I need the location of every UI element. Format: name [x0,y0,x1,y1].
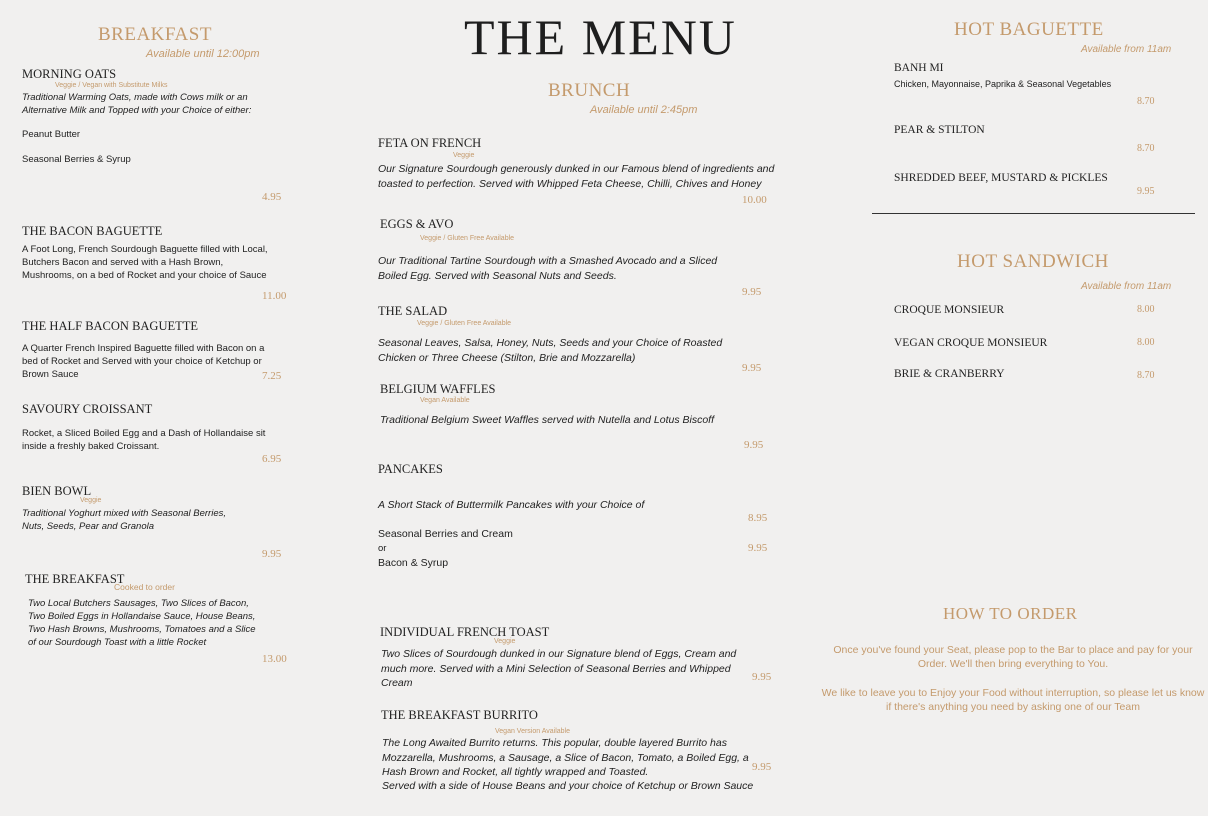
section-divider [872,213,1195,214]
item-banh-mi-description: Chicken, Mayonnaise, Paprika & Seasonal Vegetables [894,79,1112,89]
item-vegan-croque-price: 8.00 [1137,337,1155,348]
item-pancakes-price: 8.95 [748,512,768,524]
item-half-bacon-baguette-name: THE HALF BACON BAGUETTE [22,319,199,333]
item-belgium-waffles-name: BELGIUM WAFFLES [380,382,496,396]
item-feta-on-french-description: Our Signature Sourdough generously dunked in our Famous blend of ingredients and toasted to perfection. Served with Whipped Feta Cheese, Chilli, Chives and Honey [378,163,775,190]
hot-sandwich-availability: Available from 11am [1081,281,1172,292]
item-croque-monsieur-name: CROQUE MONSIEUR [894,304,1005,316]
item-brie-cranberry-name: BRIE & CRANBERRY [894,368,1005,380]
item-french-toast-description: Two Slices of Sourdough dunked in our Signature blend of Eggs, Cream and much more. Served with a Mini Selection of Seasonal Berries and Whipped Cream [381,648,737,689]
breakfast-availability: Available until 12:00pm [146,48,260,60]
item-pear-stilton-price: 8.70 [1137,143,1155,154]
item-the-salad-description: Seasonal Leaves, Salsa, Honey, Nuts, Seeds and your Choice of Roasted Chicken or Three Cheese (Stilton, Brie and Mozzarella) [378,337,723,364]
item-the-breakfast-price: 13.00 [262,653,287,665]
item-croque-monsieur-price: 8.00 [1137,304,1155,315]
item-bien-bowl-name: BIEN BOWL [22,484,92,498]
item-pear-stilton-name: PEAR & STILTON [894,124,985,136]
item-bien-bowl-tag: Veggie [80,497,102,504]
item-brie-cranberry-price: 8.70 [1137,370,1155,381]
item-eggs-avo-price: 9.95 [742,286,762,298]
item-the-salad-tag: Veggie / Gluten Free Available [417,320,512,327]
item-half-bacon-baguette-price: 7.25 [262,370,282,382]
item-bien-bowl-price: 9.95 [262,548,282,560]
item-banh-mi-price: 8.70 [1137,96,1155,107]
item-eggs-avo-name: EGGS & AVO [380,217,454,231]
item-banh-mi-name: BANH MI [894,62,944,74]
item-morning-oats-description: Traditional Warming Oats, made with Cows milk or an Alternative Milk and Topped with your Choice of either: [22,92,252,116]
item-breakfast-burrito-name: THE BREAKFAST BURRITO [381,708,538,722]
hot-baguette-availability: Available from 11am [1081,44,1172,55]
item-savoury-croissant-price: 6.95 [262,453,282,465]
item-morning-oats-price: 4.95 [262,191,282,203]
item-shredded-beef-name: SHREDDED BEEF, MUSTARD & PICKLES [894,172,1108,184]
item-pancakes-option: Seasonal Berries and Cream [378,528,513,540]
item-bacon-baguette-description: A Foot Long, French Sourdough Baguette filled with Local, Butchers Bacon and served with a Hash Brown, Mushrooms, on a bed of Rocket and your choice of Sauce [22,244,268,281]
item-breakfast-burrito-tag: Vegan Version Available [495,728,570,735]
item-belgium-waffles-price: 9.95 [744,439,764,451]
item-half-bacon-baguette-description: A Quarter French Inspired Baguette filled with Bacon on a bed of Rocket and Served with your choice of Ketchup or Brown Sauce [22,343,265,380]
item-french-toast-tag: Veggie [494,638,516,645]
item-savoury-croissant-name: SAVOURY CROISSANT [22,402,153,416]
item-the-salad-name: THE SALAD [378,304,448,318]
item-eggs-avo-tag: Veggie / Gluten Free Available [420,235,515,242]
item-belgium-waffles-tag: Vegan Available [420,397,470,404]
item-pancakes-description: A Short Stack of Buttermilk Pancakes with your Choice of [378,499,645,511]
item-pancakes-name: PANCAKES [378,462,443,476]
item-feta-on-french-name: FETA ON FRENCH [378,136,482,150]
item-bien-bowl-description: Traditional Yoghurt mixed with Seasonal Berries, Nuts, Seeds, Pear and Granola [22,508,227,532]
item-morning-oats-tag: Veggie / Vegan with Substitute Milks [55,82,168,89]
item-feta-on-french-price: 10.00 [742,194,767,206]
item-shredded-beef-price: 9.95 [1137,186,1155,197]
item-the-salad-price: 9.95 [742,362,762,374]
item-breakfast-burrito-description: The Long Awaited Burrito returns. This popular, double layered Burrito has Mozzarella, Mushrooms, a Sausage, a Slice of Bacon, Tomato, a Boiled Egg, a Hash Brown and Rocket, all tightly wrapped and Toasted. [382,737,749,778]
item-bacon-baguette-price: 11.00 [262,290,287,302]
page-title: THE MENU [464,9,737,65]
item-morning-oats-option: Seasonal Berries & Syrup [22,154,131,165]
item-breakfast-burrito-price: 9.95 [752,761,772,773]
item-bacon-baguette-name: THE BACON BAGUETTE [22,224,163,238]
item-the-breakfast-name: THE BREAKFAST [25,572,125,586]
item-morning-oats-option: Peanut Butter [22,129,81,140]
breakfast-heading: BREAKFAST [98,24,212,45]
item-breakfast-burrito-description: Served with a side of House Beans and your choice of Ketchup or Brown Sauce [382,780,754,792]
item-savoury-croissant-description: Rocket, a Sliced Boiled Egg and a Dash of Hollandaise sit inside a freshly baked Croissant. [22,428,266,452]
item-french-toast-price: 9.95 [752,671,772,683]
brunch-availability: Available until 2:45pm [590,104,698,116]
hot-baguette-heading: HOT BAGUETTE [954,19,1104,40]
item-eggs-avo-description: Our Traditional Tartine Sourdough with a Smashed Avocado and a Sliced Boiled Egg. Served with Seasonal Nuts and Seeds. [378,255,718,282]
item-the-breakfast-tag: Cooked to order [114,582,175,592]
item-morning-oats-name: MORNING OATS [22,67,117,81]
item-french-toast-name: INDIVIDUAL FRENCH TOAST [380,625,550,639]
item-the-breakfast-description: Two Local Butchers Sausages, Two Slices of Bacon, Two Boiled Eggs in Hollandaise Sauce, House Beans, Two Hash Browns, Mushrooms, Tomatoes and a Slice of our Sourdough Toast with a little Rocket [28,598,256,648]
how-to-order-text: Once you've found your Seat, please pop to the Bar to place and pay for your Order. We'll then bring everything to You. [833,644,1193,670]
how-to-order-text: We like to leave you to Enjoy your Food without interruption, so please let us know if there's anything you need by asking one of our Team [821,687,1205,713]
item-pancakes-option: or [378,543,387,554]
brunch-heading: BRUNCH [548,80,631,101]
item-belgium-waffles-description: Traditional Belgium Sweet Waffles served with Nutella and Lotus Biscoff [380,414,715,426]
item-feta-on-french-tag: Veggie [453,152,475,159]
hot-sandwich-heading: HOT SANDWICH [957,251,1109,272]
item-pancakes-price: 9.95 [748,542,768,554]
how-to-order-heading: HOW TO ORDER [943,604,1078,623]
item-vegan-croque-name: VEGAN CROQUE MONSIEUR [894,337,1048,349]
item-pancakes-option: Bacon & Syrup [378,557,449,569]
